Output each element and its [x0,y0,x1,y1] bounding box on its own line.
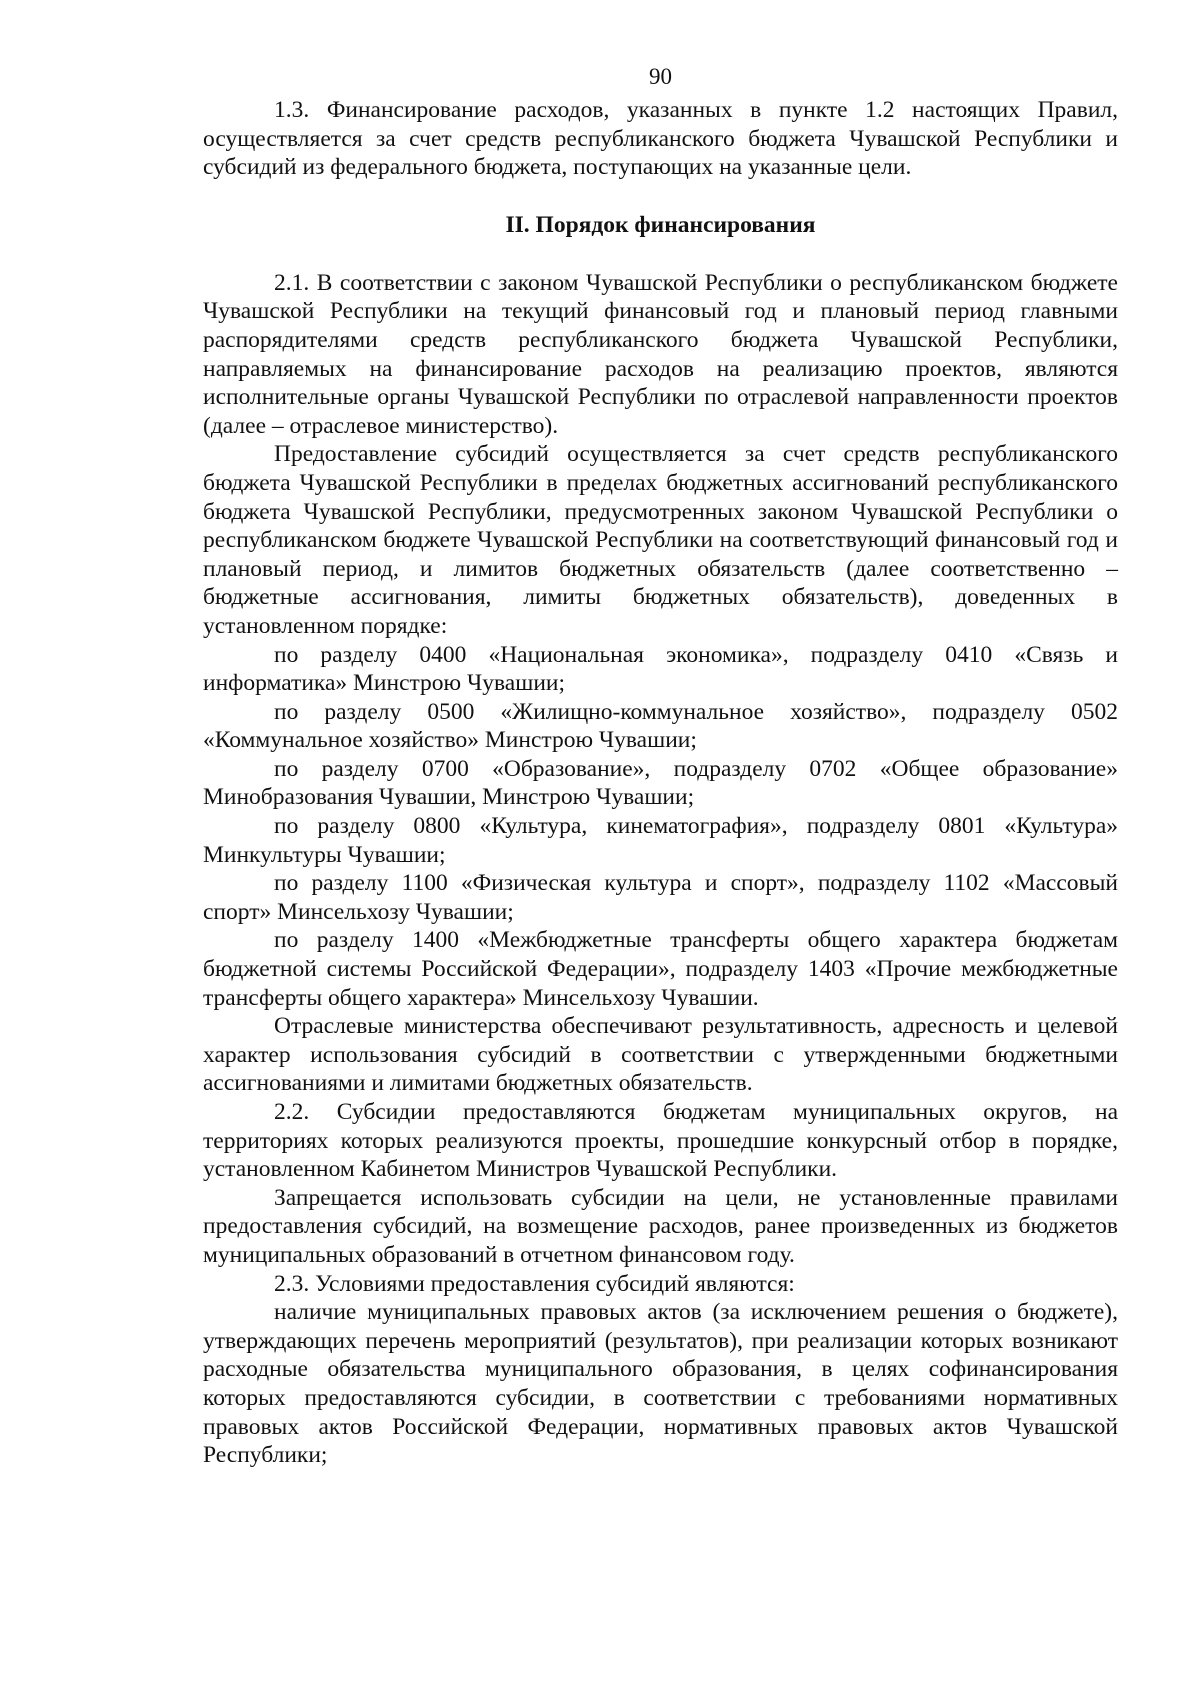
section-heading: II. Порядок финансирования [505,211,816,238]
page-number: 90 [649,64,672,89]
paragraph-2-3: 2.3. Условиями предоставления субсидий являются: [274,1270,795,1297]
paragraph-section-1400: по разделу 1400 «Межбюджетные трансферты общего характера бюджетам бюджетной системы Российской Федерации», подразделу 1403 «Прочие межбюджетные трансферты общего характера» Минсельхозу Чувашии. [203,927,1118,1011]
paragraph-section-1100: по разделу 1100 «Физическая культура и спорт», подразделу 1102 «Массовый спорт» Минсельхозу Чувашии; [203,870,1118,925]
paragraph-2-1: 2.1. В соответствии с законом Чувашской Республики о республиканском бюджете Чувашской Республики на текущий финансовый год и плановый период главными распорядителями средств республиканского бюджета Чувашской Республики, направляемых на финансирование расходов на реализацию проектов, являются исполнительные органы Чувашской Республики по отраслевой направленности проектов (далее – отраслевое министерство). [203,269,1118,439]
paragraph-2-2: 2.2. Субсидии предоставляются бюджетам муниципальных округов, на территориях которых реализуются проекты, прошедшие конкурсный отбор в порядке, установленном Кабинетом Министров Чувашской Республики. [203,1099,1118,1183]
paragraph-municipal-acts: наличие муниципальных правовых актов (за исключением решения о бюджете), утверждающих перечень мероприятий (результатов), при реализации которых возникают расходные обязательства муниципального образования, в целях софинансирования которых предоставляются субсидии, в соответствии с требованиями нормативных правовых актов Российской Федерации, нормативных правовых актов Чувашской Республики; [203,1299,1118,1469]
paragraph-prohibition: Запрещается использовать субсидии на цели, не установленные правилами предоставления субсидий, на возмещение расходов, ранее произведенных из бюджетов муниципальных образований в отчетном финансовом году. [203,1184,1118,1268]
paragraph-1-3: 1.3. Финансирование расходов, указанных в пункте 1.2 настоящих Правил, осуществляется за счет средств республиканского бюджета Чувашской Республики и субсидий из федерального бюджета, поступающих на указанные цели. [203,97,1118,181]
paragraph-section-0500: по разделу 0500 «Жилищно-коммунальное хозяйство», подразделу 0502 «Коммунальное хозяйство» Минстрою Чувашии; [203,698,1118,754]
paragraph-section-0400: по разделу 0400 «Национальная экономика», подразделу 0410 «Связь и информатика» Минстрою Чувашии; [203,641,1118,697]
document-page [203,62,1118,1470]
paragraph-ministries-responsibility: Отраслевые министерства обеспечивают результативность, адресность и целевой характер использования субсидий в соответствии с утвержденными бюджетными ассигнованиями и лимитами бюджетных обязательств. [203,1013,1118,1097]
paragraph-section-0800: по разделу 0800 «Культура, кинематография», подразделу 0801 «Культура» Минкультуры Чувашии; [203,813,1118,868]
paragraph-subsidy-provision: Предоставление субсидий осуществляется за счет средств республиканского бюджета Чувашской Республики в пределах бюджетных ассигнований республиканского бюджета Чувашской Республики, предусмотренных законом Чувашской Республики о республиканском бюджете Чувашской Республики на соответствующий финансовый год и плановый период, и лимитов бюджетных обязательств (далее соответственно – бюджетные ассигнования, лимиты бюджетных обязательств), доведенных в установленном порядке: [203,441,1118,639]
paragraph-section-0700: по разделу 0700 «Образование», подразделу 0702 «Общее образование» Минобразования Чувашии, Минстрою Чувашии; [203,755,1118,811]
